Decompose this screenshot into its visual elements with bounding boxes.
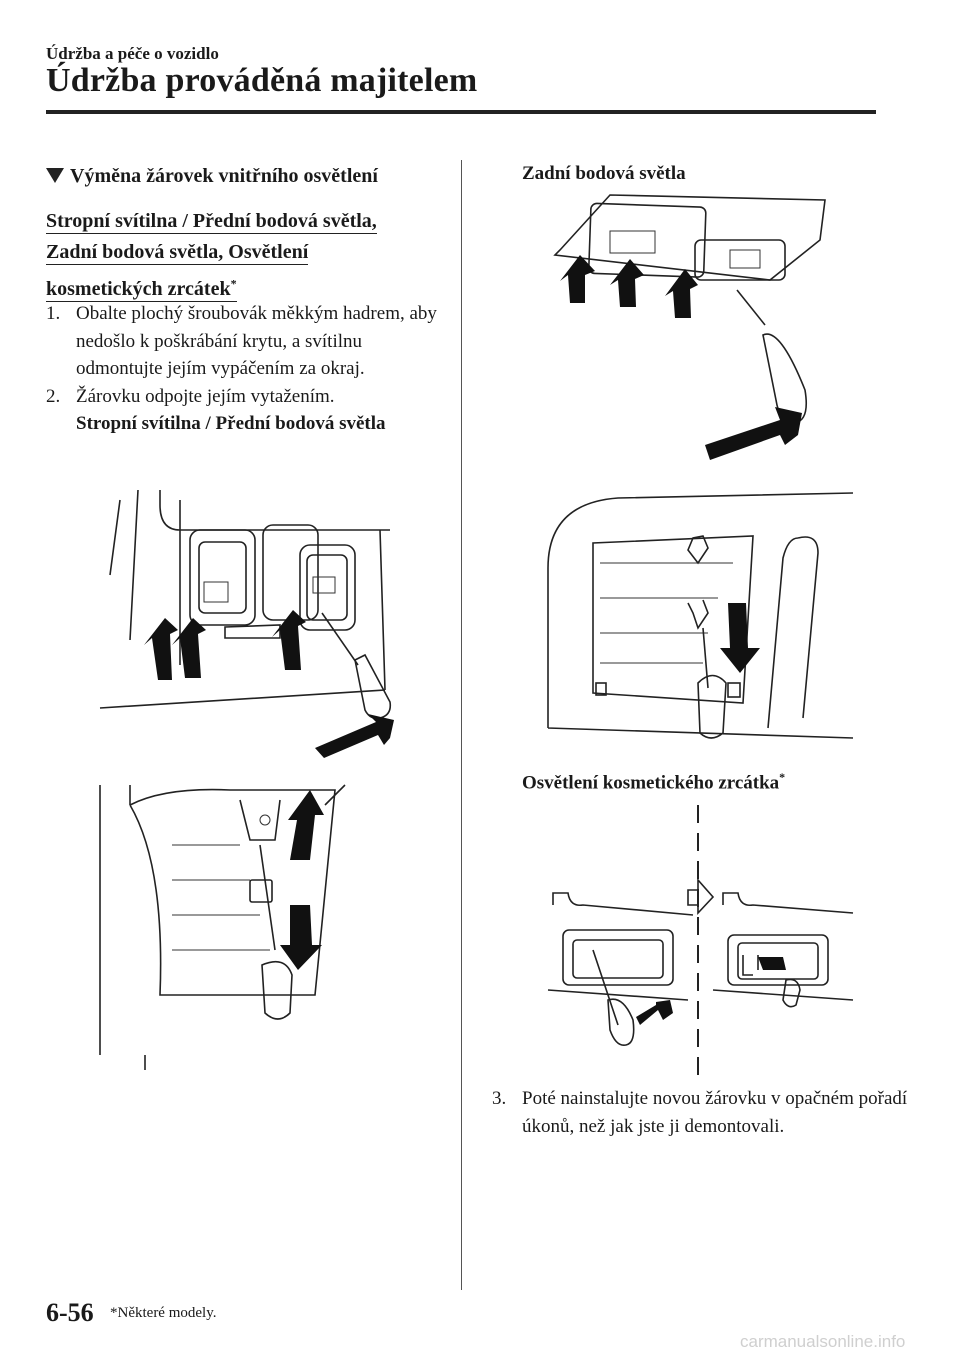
page-title: Údržba prováděná majitelem xyxy=(46,62,478,99)
page-number: 6-56 xyxy=(46,1298,94,1327)
caption-vanity-lights: Osvětlení kosmetického zrcátka* xyxy=(522,770,786,794)
breadcrumb: Údržba a péče o vozidlo xyxy=(46,44,219,63)
column-divider xyxy=(461,160,462,1290)
step-1: 1. Obalte plochý šroubovák měkkým hadrem, aby nedošlo k poškrábání krytu, a svítilnu odmontujte jejím vypáčením za okraj. xyxy=(46,303,437,379)
vanity-illustration xyxy=(548,805,858,1075)
rear-console-illustration xyxy=(540,195,860,480)
title-rule xyxy=(46,110,876,114)
caption-front-lights: Stropní svítilna / Přední bodová světla xyxy=(76,413,386,434)
footnote: *Některé modely. xyxy=(110,1305,217,1321)
step-3: 3. Poté nainstalujte novou žárovku v opačném pořadí úkonů, než jak jste ji demontovali. xyxy=(492,1088,908,1137)
step-2: 2. Žárovku odpojte jejím vytažením. Stropní svítilna / Přední bodová světla xyxy=(46,383,446,438)
steps-list xyxy=(46,300,446,438)
front-console-illustration xyxy=(100,490,400,770)
subheading-line-3: kosmetických zrcátek* xyxy=(46,276,237,300)
caption-rear-lights: Zadní bodová světla xyxy=(522,163,686,184)
section-subheading xyxy=(46,206,377,305)
section-heading: Výměna žárovek vnitřního osvětlení xyxy=(46,165,378,188)
rear-bulb-illustration xyxy=(548,488,858,743)
triangle-bullet-icon xyxy=(46,168,64,183)
subheading-line-2: Zadní bodová světla, Osvětlení xyxy=(46,241,309,263)
front-bulb-illustration xyxy=(100,785,360,1065)
subheading-line-1: Stropní svítilna / Přední bodová světla, xyxy=(46,210,377,232)
footnote-mark: * xyxy=(230,276,237,290)
watermark: carmanualsonline.info xyxy=(740,1332,906,1351)
